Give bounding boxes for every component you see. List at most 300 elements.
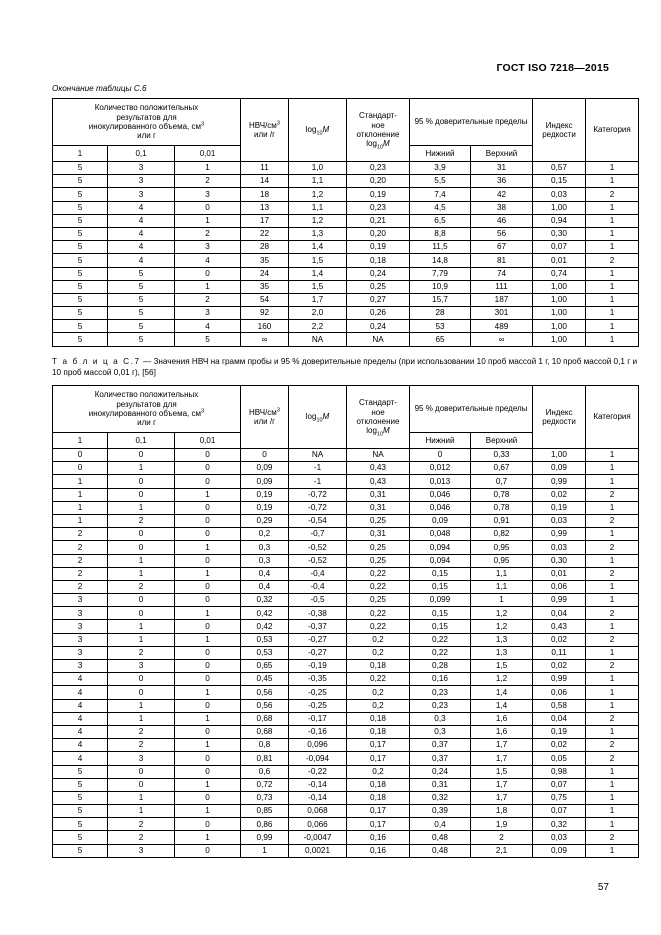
table-cell: 3 — [108, 188, 175, 201]
table-cell: -0,72 — [289, 488, 347, 501]
table-c6-body — [53, 162, 639, 347]
table-cell: 1 — [471, 594, 533, 607]
table-row — [53, 307, 639, 320]
table-cell: 1 — [108, 712, 175, 725]
table-cell: -0,19 — [289, 660, 347, 673]
table-cell: -0,72 — [289, 501, 347, 514]
header-category: Категория — [586, 99, 639, 162]
table-cell: 4 — [53, 712, 108, 725]
header-limit-lower: Нижний — [410, 433, 471, 449]
table-cell: 2 — [586, 633, 639, 646]
table-cell: 1,4 — [289, 241, 347, 254]
table-row — [53, 805, 639, 818]
table-cell: 301 — [471, 307, 533, 320]
table-cell: 0,17 — [347, 818, 410, 831]
table-cell: 2 — [108, 739, 175, 752]
table-cell: 0,31 — [347, 488, 410, 501]
table-row — [53, 607, 639, 620]
table-cell: 2 — [586, 254, 639, 267]
table-cell: 2 — [586, 831, 639, 844]
table-cell: 1 — [586, 162, 639, 175]
table-cell: 0,2 — [241, 528, 289, 541]
table-cell: 2 — [586, 514, 639, 527]
table-cell: 0,09 — [241, 475, 289, 488]
table-c7-header-row-1 — [53, 386, 639, 433]
table-c7-container — [52, 385, 639, 858]
table-cell: 0,2 — [347, 646, 410, 659]
table-cell: 0,75 — [533, 791, 586, 804]
table-cell: 0,48 — [410, 844, 471, 857]
table-cell: 5 — [53, 818, 108, 831]
table-cell: 0,32 — [533, 818, 586, 831]
table-cell: 1,7 — [289, 293, 347, 306]
table-cell: 0,096 — [289, 739, 347, 752]
table-cell: NA — [289, 449, 347, 462]
table-cell: 5 — [53, 320, 108, 333]
table-cell: 0,4 — [241, 567, 289, 580]
table-cell: ∞ — [241, 333, 289, 346]
table-cell: 1 — [586, 214, 639, 227]
table-cell: -0,27 — [289, 646, 347, 659]
table-cell: 0,21 — [347, 214, 410, 227]
table-cell: 0,42 — [241, 607, 289, 620]
table-cell: 0,19 — [347, 241, 410, 254]
table-cell: 2 — [175, 175, 241, 188]
table-c7-caption — [52, 357, 638, 378]
table-cell: 0,3 — [410, 725, 471, 738]
table-cell: 0,05 — [533, 752, 586, 765]
table-cell: 1,3 — [289, 227, 347, 240]
table-cell: 0,20 — [347, 175, 410, 188]
table-cell: 0,2 — [347, 633, 410, 646]
table-cell: 2 — [108, 818, 175, 831]
table-cell: 1,7 — [471, 739, 533, 752]
table-cell: 1 — [586, 818, 639, 831]
table-cell: 5 — [53, 791, 108, 804]
table-row — [53, 162, 639, 175]
table-cell: 1 — [108, 462, 175, 475]
table-cell: 0,07 — [533, 778, 586, 791]
table-cell: -0,4 — [289, 580, 347, 593]
table-cell: 1,0 — [289, 162, 347, 175]
header-cm-sup: 3 — [201, 408, 205, 415]
table-cell: 0,11 — [533, 646, 586, 659]
table-cell: 1 — [108, 567, 175, 580]
table-cell: 5 — [53, 254, 108, 267]
table-cell: 1,00 — [533, 320, 586, 333]
table-cell: 28 — [410, 307, 471, 320]
table-cell: 1,4 — [471, 686, 533, 699]
table-cell: -0,25 — [289, 686, 347, 699]
table-c6 — [52, 98, 639, 347]
table-c6-header-row-1 — [53, 99, 639, 146]
table-cell: 1 — [175, 607, 241, 620]
table-cell: 0,57 — [533, 162, 586, 175]
table-cell: 0,22 — [410, 633, 471, 646]
table-cell: 0,048 — [410, 528, 471, 541]
table-cell: 0,16 — [347, 831, 410, 844]
table-cell: 2,2 — [289, 320, 347, 333]
header-mpn-sup: 3 — [276, 406, 280, 413]
table-row — [53, 646, 639, 659]
table-cell: 0,094 — [410, 541, 471, 554]
table-cell: -0,14 — [289, 791, 347, 804]
table-cell: 1 — [175, 805, 241, 818]
table-cell: 1,00 — [533, 333, 586, 346]
table-cell: 0,24 — [347, 320, 410, 333]
table-cell: 0,99 — [533, 673, 586, 686]
table-cell: 0 — [108, 488, 175, 501]
table-cell: 0,4 — [410, 818, 471, 831]
table-cell: 0,24 — [410, 765, 471, 778]
table-cell: 0,20 — [347, 227, 410, 240]
table-cell: 0 — [53, 449, 108, 462]
table-cell: 1,5 — [471, 660, 533, 673]
table-cell: 0 — [175, 620, 241, 633]
table-cell: 0 — [175, 699, 241, 712]
table-cell: 0,37 — [410, 739, 471, 752]
table-row — [53, 475, 639, 488]
table-cell: 2 — [586, 607, 639, 620]
table-cell: 4 — [53, 725, 108, 738]
table-cell: 1 — [586, 791, 639, 804]
table-cell: 0 — [108, 686, 175, 699]
table-cell: 5 — [53, 293, 108, 306]
table-row — [53, 712, 639, 725]
table-cell: 0,099 — [410, 594, 471, 607]
table-cell: 4 — [53, 673, 108, 686]
table-cell: 1,4 — [289, 267, 347, 280]
table-cell: 0,18 — [347, 254, 410, 267]
table-cell: 1 — [586, 844, 639, 857]
table-cell: 0 — [175, 673, 241, 686]
table-cell: 1 — [175, 280, 241, 293]
table-cell: 67 — [471, 241, 533, 254]
table-cell: 1,5 — [289, 280, 347, 293]
header-limit-upper: Верхний — [471, 433, 533, 449]
table-cell: 0,78 — [471, 501, 533, 514]
table-cell: 0,27 — [347, 293, 410, 306]
table-cell: 0 — [175, 725, 241, 738]
table-cell: 0,013 — [410, 475, 471, 488]
table-cell: -0,35 — [289, 673, 347, 686]
table-cell: 3 — [108, 162, 175, 175]
table-cell: 5 — [53, 778, 108, 791]
table-cell: 0,67 — [471, 462, 533, 475]
table-cell: 2 — [586, 188, 639, 201]
table-cell: 0,15 — [410, 567, 471, 580]
table-cell: -0,7 — [289, 528, 347, 541]
table-row — [53, 554, 639, 567]
table-cell: 2,1 — [471, 844, 533, 857]
table-cell: 0,56 — [241, 686, 289, 699]
table-cell: 0,43 — [533, 620, 586, 633]
table-cell: 0,94 — [533, 214, 586, 227]
table-row — [53, 514, 639, 527]
table-cell: 7,79 — [410, 267, 471, 280]
table-cell: 42 — [471, 188, 533, 201]
table-cell: -1 — [289, 462, 347, 475]
table-cell: 2 — [108, 831, 175, 844]
table-row — [53, 844, 639, 857]
header-category: Категория — [586, 386, 639, 449]
table-cell: 0 — [108, 594, 175, 607]
table-cell: 1 — [108, 633, 175, 646]
table-cell: 1 — [175, 567, 241, 580]
table-cell: 1,1 — [289, 175, 347, 188]
table-cell: 31 — [471, 162, 533, 175]
table-cell: 0 — [108, 449, 175, 462]
table-cell: 1 — [586, 646, 639, 659]
table-cell: 0,17 — [347, 752, 410, 765]
header-confidence-limits-group: 95 % доверительные пределы — [410, 386, 533, 433]
table-cell: 35 — [241, 254, 289, 267]
table-cell: 0,45 — [241, 673, 289, 686]
table-cell: 0 — [108, 607, 175, 620]
table-row — [53, 462, 639, 475]
table-cell: 0,07 — [533, 241, 586, 254]
running-head: ГОСТ ISO 7218—2015 — [496, 62, 609, 74]
table-row — [53, 267, 639, 280]
table-cell: 1,6 — [471, 712, 533, 725]
table-row — [53, 818, 639, 831]
table-cell: 0 — [175, 501, 241, 514]
table-cell: 0,02 — [533, 488, 586, 501]
table-cell: 1 — [586, 449, 639, 462]
header-log-sub: 10 — [316, 417, 323, 424]
table-cell: 0 — [175, 201, 241, 214]
table-cell: 0,046 — [410, 501, 471, 514]
table-cell: 0,23 — [410, 686, 471, 699]
table-cell: 0,18 — [347, 791, 410, 804]
table-cell: 22 — [241, 227, 289, 240]
table-cell: 28 — [241, 241, 289, 254]
table-cell: 10,9 — [410, 280, 471, 293]
table-cell: 5 — [53, 214, 108, 227]
table-cell: 0 — [108, 475, 175, 488]
header-volume-1: 1 — [53, 146, 108, 162]
table-cell: 1,1 — [471, 567, 533, 580]
table-cell: 1 — [586, 554, 639, 567]
header-positives-group: Количество положительных результатов для инокулированного объема, $см^3$ или г — [53, 99, 241, 146]
table-cell: 4 — [175, 254, 241, 267]
table-row — [53, 254, 639, 267]
table-cell: 0,22 — [347, 607, 410, 620]
table-cell: 0 — [175, 449, 241, 462]
table-cell: 0,15 — [410, 580, 471, 593]
table-cell: 0,22 — [347, 673, 410, 686]
table-cell: 1,1 — [471, 580, 533, 593]
table-cell: 0,06 — [533, 686, 586, 699]
table-cell: 5 — [53, 267, 108, 280]
table-cell: 1 — [108, 805, 175, 818]
table-row — [53, 541, 639, 554]
table-cell: 0,91 — [471, 514, 533, 527]
table-cell: 2 — [586, 567, 639, 580]
table-row — [53, 488, 639, 501]
table-cell: 0,09 — [533, 844, 586, 857]
table-cell: 1 — [108, 620, 175, 633]
table-cell: 0 — [175, 818, 241, 831]
table-cell: -0,37 — [289, 620, 347, 633]
table-cell: 0,15 — [533, 175, 586, 188]
table-cell: 0,16 — [410, 673, 471, 686]
table-cell: 1 — [53, 514, 108, 527]
table-cell: 1 — [586, 175, 639, 188]
table-cell: 0 — [175, 267, 241, 280]
table-cell: 5 — [53, 844, 108, 857]
table-cell: -0,0047 — [289, 831, 347, 844]
table-cell: 0,56 — [241, 699, 289, 712]
table-cell: 0,32 — [241, 594, 289, 607]
table-cell: 5 — [53, 805, 108, 818]
table-cell: 3 — [175, 307, 241, 320]
table-cell: -0,27 — [289, 633, 347, 646]
table-cell: 5 — [53, 241, 108, 254]
table-cell: 0,2 — [347, 699, 410, 712]
table-cell: 1,2 — [471, 620, 533, 633]
table-cell: 0,15 — [410, 607, 471, 620]
table-cell: 1,5 — [471, 765, 533, 778]
table-cell: 1 — [586, 201, 639, 214]
table-cell: 0,18 — [347, 778, 410, 791]
table-cell: 0,06 — [533, 580, 586, 593]
table-cell: 1 — [586, 475, 639, 488]
table-cell: 0,25 — [347, 514, 410, 527]
table-cell: 0,18 — [347, 725, 410, 738]
table-cell: 0,72 — [241, 778, 289, 791]
table-cell: 0,99 — [533, 528, 586, 541]
table-cell: -0,22 — [289, 765, 347, 778]
table-cell: 2 — [53, 567, 108, 580]
table-cell: 0,03 — [533, 831, 586, 844]
table-cell: -0,54 — [289, 514, 347, 527]
table-cell: 0,22 — [410, 646, 471, 659]
table-cell: 4 — [108, 227, 175, 240]
table-cell: 0 — [175, 791, 241, 804]
table-cell: 0,02 — [533, 739, 586, 752]
table-cell: 1 — [586, 462, 639, 475]
page-number: 57 — [597, 882, 609, 893]
table-cell: 1 — [586, 580, 639, 593]
table-cell: 3,9 — [410, 162, 471, 175]
table-cell: 5,5 — [410, 175, 471, 188]
table-cell: 0,23 — [347, 162, 410, 175]
table-cell: 0,99 — [533, 475, 586, 488]
table-cell: 0,04 — [533, 607, 586, 620]
table-cell: 2 — [586, 541, 639, 554]
table-cell: NA — [347, 449, 410, 462]
table-cell: 2,0 — [289, 307, 347, 320]
table-cell: 7,4 — [410, 188, 471, 201]
table-cell: 0,99 — [533, 594, 586, 607]
table-cell: -0,17 — [289, 712, 347, 725]
table-cell: 8,8 — [410, 227, 471, 240]
table-cell: 0,19 — [241, 488, 289, 501]
table-cell: 0,22 — [347, 580, 410, 593]
table-row — [53, 501, 639, 514]
table-cell: 13 — [241, 201, 289, 214]
table-cell: 0,43 — [347, 462, 410, 475]
table-cell: 0,07 — [533, 805, 586, 818]
table-cell: 15,7 — [410, 293, 471, 306]
table-row — [53, 241, 639, 254]
table-row — [53, 201, 639, 214]
table-cell: 111 — [471, 280, 533, 293]
table-cell: 0,2 — [347, 765, 410, 778]
table-cell: 0,01 — [533, 254, 586, 267]
table-cell: 38 — [471, 201, 533, 214]
table-cell: 2 — [586, 739, 639, 752]
table-cell: 11 — [241, 162, 289, 175]
table-c7-head — [53, 386, 639, 449]
table-cell: 1 — [175, 633, 241, 646]
table-cell: 1 — [586, 620, 639, 633]
table-cell: 0,22 — [347, 620, 410, 633]
table-cell: -1 — [289, 475, 347, 488]
table-cell: 0,18 — [347, 660, 410, 673]
header-standard-deviation: Стандарт- ное отклонение $\log_{10}M$ — [347, 386, 410, 449]
table-cell: 0,24 — [347, 267, 410, 280]
table-cell: 1,6 — [471, 725, 533, 738]
table-cell: 1,2 — [471, 673, 533, 686]
table-cell: 1 — [586, 805, 639, 818]
table-row — [53, 831, 639, 844]
table-cell: 0,17 — [347, 805, 410, 818]
table-cell: 1 — [586, 528, 639, 541]
table-cell: 0,39 — [410, 805, 471, 818]
table-cell: 0,3 — [241, 541, 289, 554]
table-cell: -0,4 — [289, 567, 347, 580]
table-cell: 0,42 — [241, 620, 289, 633]
table-cell: 65 — [410, 333, 471, 346]
table-cell: 160 — [241, 320, 289, 333]
header-standard-deviation: Стандарт- ное отклонение $\log_{10}M$ — [347, 99, 410, 162]
table-cell: 1,9 — [471, 818, 533, 831]
table-row — [53, 791, 639, 804]
table-cell: 11,5 — [410, 241, 471, 254]
table-cell: 5 — [53, 307, 108, 320]
table-cell: 0,30 — [533, 554, 586, 567]
table-cell: 1 — [53, 501, 108, 514]
table-cell: 0,99 — [241, 831, 289, 844]
table-cell: -0,5 — [289, 594, 347, 607]
table-cell: 0,09 — [533, 462, 586, 475]
table-cell: 3 — [175, 241, 241, 254]
table-cell: 0 — [175, 462, 241, 475]
table-cell: 1 — [53, 475, 108, 488]
table-cell: 0,95 — [471, 541, 533, 554]
table-cell: 1,4 — [471, 699, 533, 712]
table-cell: 0,03 — [533, 514, 586, 527]
table-row — [53, 686, 639, 699]
table-c7-caption-rest: — Значения НВЧ на грамм пробы и 95 % доверительные пределы (при использовании 10 проб массой 1 г, 10 проб массой 0,1 г и 10 проб массой 0,01 г), [56] — [52, 357, 638, 377]
header-rarity-index: Индекс редкости — [533, 99, 586, 162]
table-cell: 0,09 — [410, 514, 471, 527]
table-cell: 2 — [108, 580, 175, 593]
table-cell: 1 — [586, 686, 639, 699]
table-row — [53, 293, 639, 306]
table-cell: 1 — [175, 162, 241, 175]
table-cell: 0 — [108, 541, 175, 554]
table-cell: 0,19 — [347, 188, 410, 201]
table-cell: -0,52 — [289, 541, 347, 554]
header-volume-01: 0,1 — [108, 146, 175, 162]
table-row — [53, 752, 639, 765]
table-cell: 1 — [108, 791, 175, 804]
header-log10m: $\log_{10}M$ — [289, 386, 347, 449]
table-cell: 1 — [108, 554, 175, 567]
